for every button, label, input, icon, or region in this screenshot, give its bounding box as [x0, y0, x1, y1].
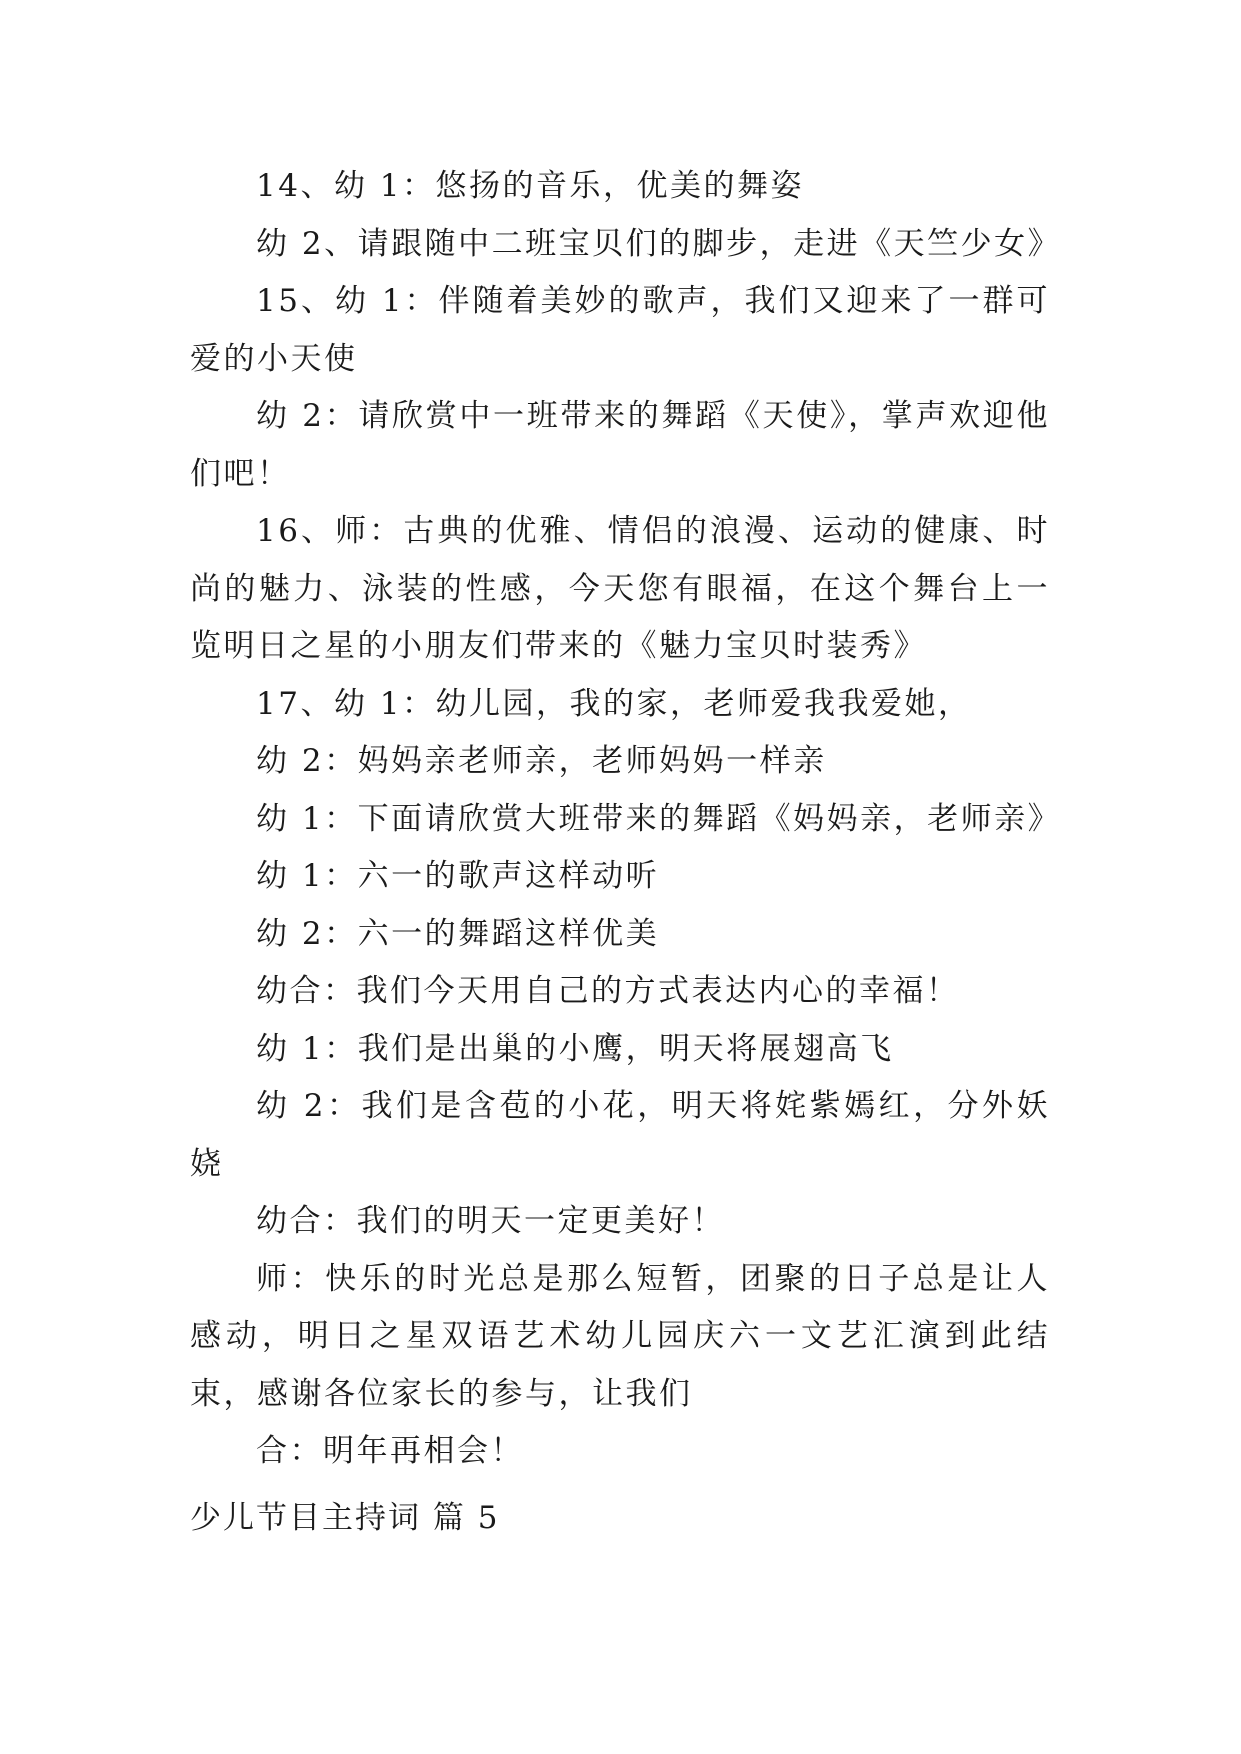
paragraph: 幼 1：六一的歌声这样动听	[256, 858, 660, 894]
paragraph: 17、幼 1：幼儿园，我的家，老师爱我我爱她，	[256, 685, 972, 722]
paragraph: 14、幼 1：悠扬的音乐，优美的舞姿	[256, 168, 805, 204]
paragraph: 幼 1：下面请欣赏大班带来的舞蹈《妈妈亲，老师亲》	[256, 800, 1062, 837]
paragraph: 幼 2：我们是含苞的小花，明天将姹紫嫣红，分外妖娆	[190, 1088, 1050, 1182]
paragraph: 15、幼 1：伴随着美妙的歌声，我们又迎来了一群可爱的小天使	[190, 283, 1050, 377]
paragraph: 幼 1：我们是出巢的小鹰，明天将展翅高飞	[256, 1030, 894, 1067]
paragraph: 合：明年再相会！	[256, 1433, 524, 1469]
paragraph: 幼 2：妈妈亲老师亲，老师妈妈一样亲	[256, 743, 827, 779]
paragraph: 幼 2：六一的舞蹈这样优美	[256, 915, 660, 952]
paragraph: 幼 2、请跟随中二班宝贝们的脚步，走进《天竺少女》	[256, 225, 1062, 262]
paragraph: 幼合：我们的明天一定更美好！	[256, 1203, 725, 1239]
document-body	[190, 158, 1062, 1481]
section-heading: 少儿节目主持词 篇 5	[190, 1500, 500, 1536]
paragraph: 师：快乐的时光总是那么短暂，团聚的日子总是让人感动，明日之星双语艺术幼儿园庆六一文艺汇演到此结束，感谢各位家长的参与，让我们	[190, 1260, 1050, 1412]
paragraph: 幼合：我们今天用自己的方式表达内心的幸福！	[256, 973, 960, 1009]
paragraph: 幼 2：请欣赏中一班带来的舞蹈《天使》，掌声欢迎他们吧！	[190, 398, 1050, 492]
paragraph: 16、师：古典的优雅、情侣的浪漫、运动的健康、时尚的魅力、泳装的性感，今天您有眼福，在这个舞台上一览明日之星的小朋友们带来的《魅力宝贝时装秀》	[190, 513, 1050, 664]
